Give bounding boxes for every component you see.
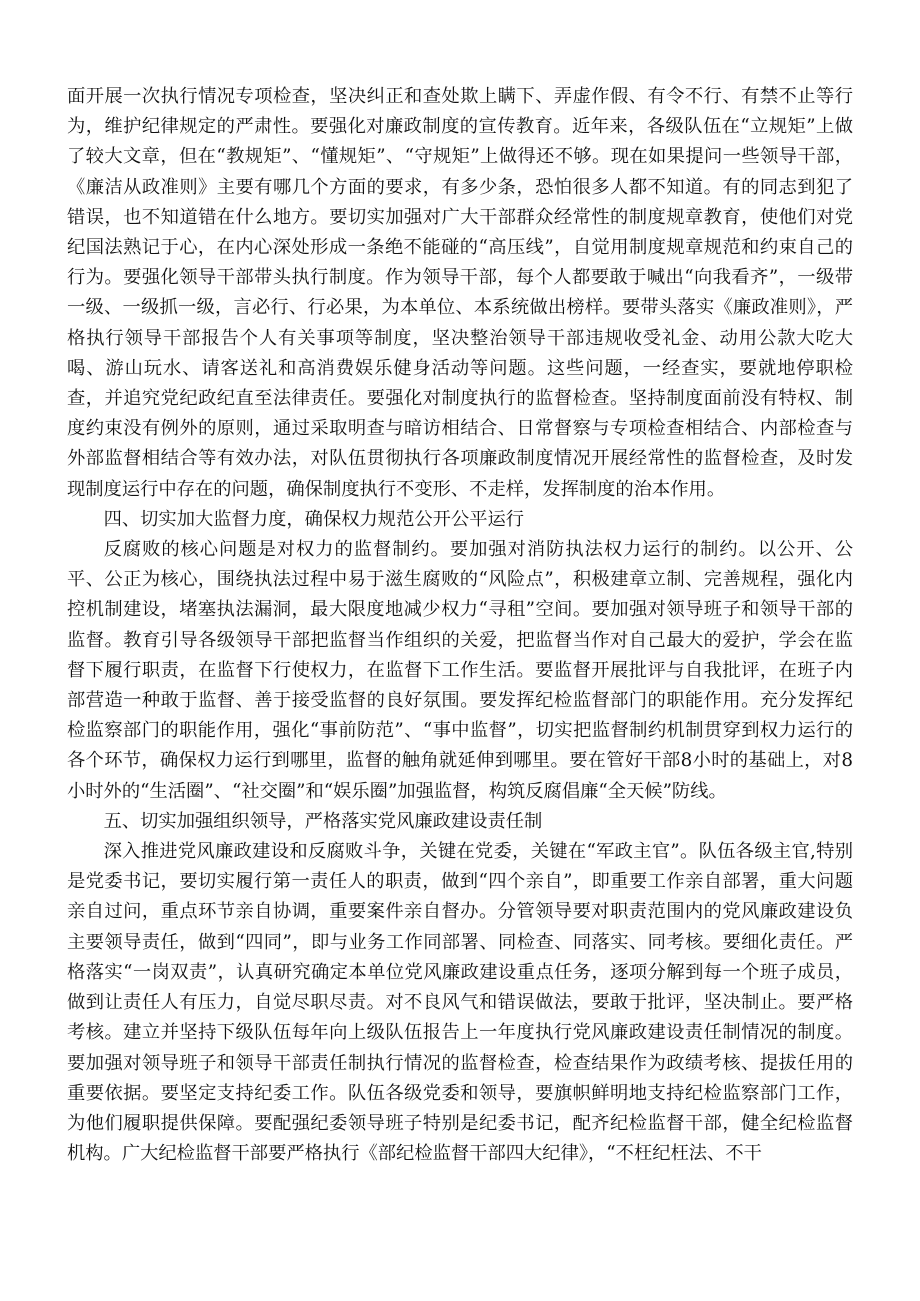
document-page bbox=[67, 82, 853, 1169]
paragraph-supervision: 反腐败的核心问题是对权力的监督制约。要加强对消防执法权力运行的制约。以公开、公平、公正为核心，围绕执法过程中易于滋生腐败的“风险点”，积极建章立制、完善规程，强化内控机制建设，堵塞执法漏洞，最大限度地减少权力“寻租”空间。要加强对领导班子和领导干部的监督。教育引导各级领导干部把监督当作组织的关爱，把监督当作对自己最大的爱护，学会在监督下履行职责，在监督下行使权力，在监督下工作生活。要监督开展批评与自我批评，在班子内部营造一种敢于监督、善于接受监督的良好氛围。要发挥纪检监督部门的职能作用。充分发挥纪检监察部门的职能作用，强化“事前防范”、“事中监督”，切实把监督制约机制贯穿到权力运行的各个环节，确保权力运行到哪里，监督的触角就延伸到哪里。要在管好干部8小时的基础上，对8小时外的“生活圈”、“社交圈”和“娱乐圈”加强监督，构筑反腐倡廉“全天候”防线。 bbox=[67, 539, 853, 802]
paragraph-leadership: 深入推进党风廉政建设和反腐败斗争，关键在党委，关键在“军政主官”。队伍各级主官,特别是党委书记，要切实履行第一责任人的职责，做到“四个亲自”，即重要工作亲自部署，重大问题亲自过问，重点环节亲自协调，重要案件亲自督办。分管领导要对职责范围内的党风廉政建设负主要领导责任，做到“四同”，即与业务工作同部署、同检查、同落实、同考核。要细化责任。严格落实“一岗双责”，认真研究确定本单位党风廉政建设重点任务，逐项分解到每一个班子成员，做到让责任人有压力，自觉尽职尽责。对不良风气和错误做法，要敢于批评，坚决制止。要严格考核。建立并坚持下级队伍每年向上级队伍报告上一年度执行党风廉政建设责任制情况的制度。要加强对领导班子和领导干部责任制执行情况的监督检查，检查结果作为政绩考核、提拔任用的重要依据。要坚定支持纪委工作。队伍各级党委和领导，要旗帜鲜明地支持纪检监察部门工作，为他们履职提供保障。要配强纪委领导班子特别是纪委书记，配齐纪检监督干部，健全纪检监督机构。广大纪检监督干部要严格执行《部纪检监督干部四大纪律》，“不枉纪枉法、不干 bbox=[67, 841, 853, 1165]
paragraph-continued: 面开展一次执行情况专项检查，坚决纠正和查处欺上瞒下、弄虚作假、有令不行、有禁不止等行为，维护纪律规定的严肃性。要强化对廉政制度的宣传教育。近年来，各级队伍在“立规矩”上做了较大文章，但在“教规矩”、“懂规矩”、“守规矩”上做得还不够。现在如果提问一些领导干部，《廉洁从政准则》主要有哪几个方面的要求，有多少条，恐怕很多人都不知道。有的同志到犯了错误，也不知道错在什么地方。要切实加强对广大干部群众经常性的制度规章教育，使他们对党纪国法熟记于心，在内心深处形成一条绝不能碰的“高压线”，自觉用制度规章规范和约束自己的行为。要强化领导干部带头执行制度。作为领导干部，每个人都要敢于喊出“向我看齐”，一级带一级、一级抓一级，言必行、行必果，为本单位、本系统做出榜样。要带头落实《廉政准则》，严格执行领导干部报告个人有关事项等制度，坚决整治领导干部违规收受礼金、动用公款大吃大喝、游山玩水、请客送礼和高消费娱乐健身活动等问题。这些问题，一经查实，要就地停职检查，并追究党纪政纪直至法律责任。要强化对制度执行的监督检查。坚持制度面前没有特权、制度约束没有例外的原则，通过采取明查与暗访相结合、日常督察与专项检查相结合、内部检查与外部监督相结合等有效办法，对队伍贯彻执行各项廉政制度情况开展经常性的监督检查，及时发现制度运行中存在的问题，确保制度执行不变形、不走样，发挥制度的治本作用。 bbox=[67, 86, 853, 500]
section-heading-four: 四、切实加大监督力度，确保权力规范公开公平运行 bbox=[103, 508, 525, 530]
section-heading-five: 五、切实加强组织领导，严格落实党风廉政建设责任制 bbox=[103, 810, 543, 832]
